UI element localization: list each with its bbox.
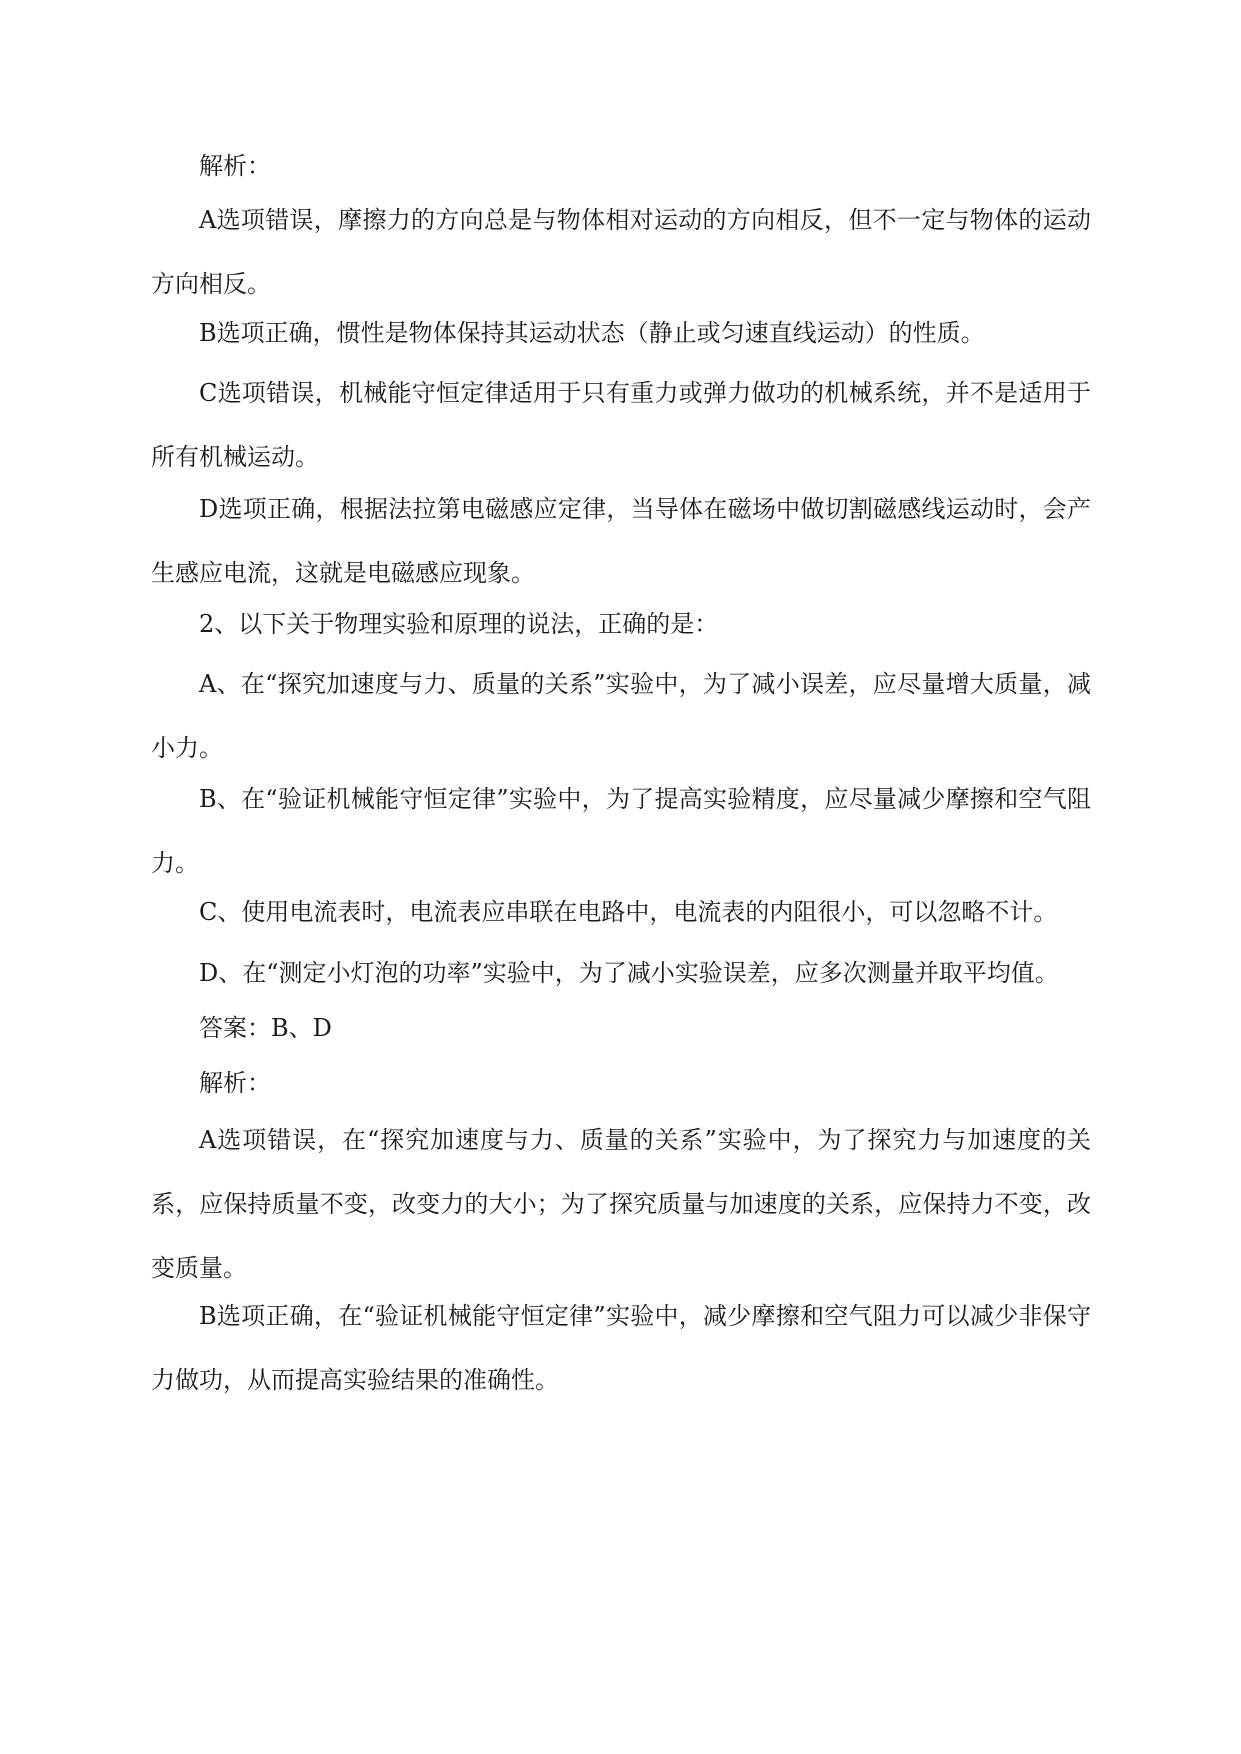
analysis-heading-2: 解析： [199,1069,271,1097]
analysis-heading-1: 解析： [199,152,271,180]
analysis-option-a-1: A选项错误，摩擦力的方向总是与物体相对运动的方向相反，但不一定与物体的运动方向相反。 [151,206,1091,298]
analysis-option-b-2: B选项正确，在“验证机械能守恒定律”实验中，减少摩擦和空气阻力可以减少非保守力做功，从而提高实验结果的准确性。 [151,1302,1091,1394]
question-2-option-b: B、在“验证机械能守恒定律”实验中，为了提高实验精度，应尽量减少摩擦和空气阻力。 [151,785,1091,877]
analysis-option-b-1: B选项正确，惯性是物体保持其运动状态（静止或匀速直线运动）的性质。 [199,319,985,347]
question-2-stem: 2、以下关于物理实验和原理的说法，正确的是： [199,610,719,638]
question-2-option-a: A、在“探究加速度与力、质量的关系”实验中，为了减小误差，应尽量增大质量，减小力。 [151,670,1091,762]
answer-line: 答案：B、D [199,1014,332,1042]
analysis-option-d-1: D选项正确，根据法拉第电磁感应定律，当导体在磁场中做切割磁感线运动时，会产生感应电流，这就是电磁感应现象。 [151,495,1091,587]
question-2-option-d: D、在“测定小灯泡的功率”实验中，为了减小实验误差，应多次测量并取平均值。 [199,959,1059,987]
question-2-option-c: C、使用电流表时，电流表应串联在电路中，电流表的内阻很小，可以忽略不计。 [199,898,1058,926]
analysis-option-a-2: A选项错误，在“探究加速度与力、质量的关系”实验中，为了探究力与加速度的关系，应保持质量不变，改变力的大小；为了探究质量与加速度的关系，应保持力不变，改变质量。 [151,1126,1091,1282]
analysis-option-c-1: C选项错误，机械能守恒定律适用于只有重力或弹力做功的机械系统，并不是适用于所有机械运动。 [151,379,1091,471]
